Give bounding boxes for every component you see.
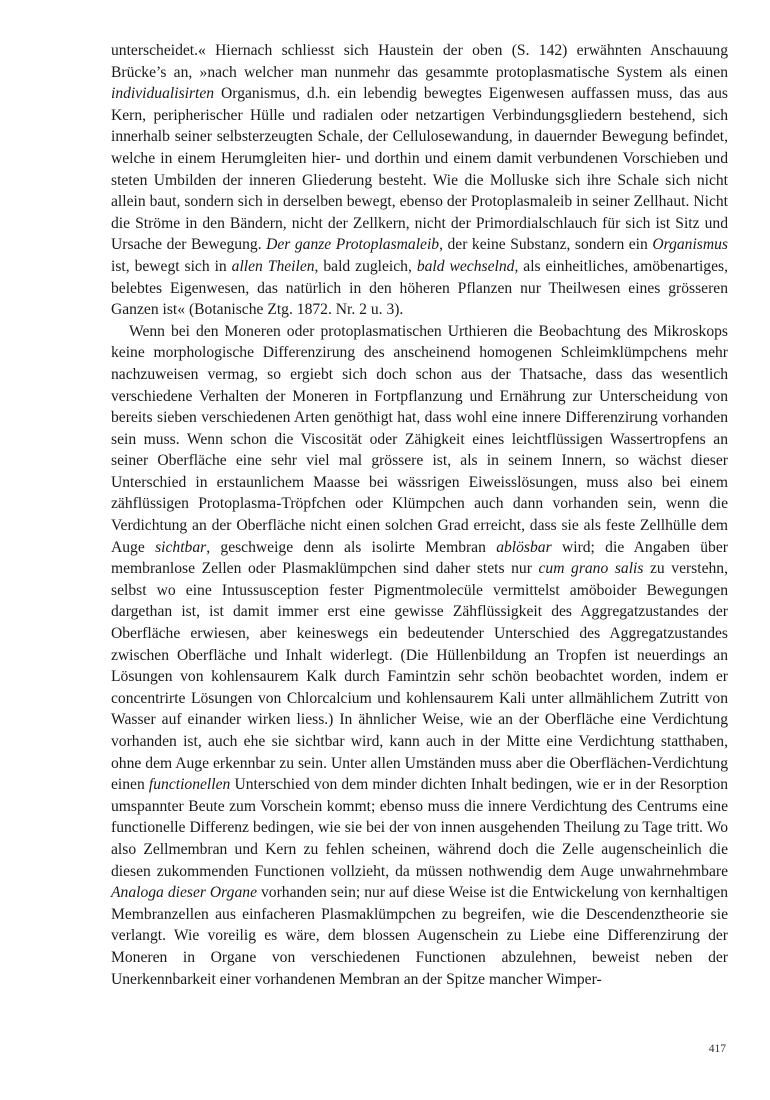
text-run: wird; die Angaben über membranlose Zellen oder Plasmaklümpchen sind daher stets nur	[111, 538, 728, 578]
text-run: Organismus, d.h. ein lebendig bewegtes Eigenwesen auffassen muss, das aus Kern, peripherischer Hülle und radialen oder netzartigen Verbindungsgliedern bestehend, sich innerhalb seiner selbsterzeugten Schale, der Cellulosewandung, in dauernder Bewegung befindet, welche in einem Herumgleiten hier- und dorthin und einem damit verbundenen Vorschieben und steten Umbilden der inneren Gliederung besteht. Wie die Molluske sich ihre Schale sich nicht allein baut, sondern sich in derselben bewegt, ebenso der Protoplasmaleib in seiner Zellhaut. Nicht die Ströme in den Bändern, nicht der Zellkern, nicht der Primordialschlauch für sich ist Sitz und Ursache der Bewegung.	[111, 85, 728, 254]
italic-text-run: Analoga dieser Organe	[111, 884, 257, 902]
paragraph-2	[111, 321, 728, 990]
italic-text-run: allen Theilen	[231, 257, 315, 275]
text-run: , der keine Substanz, sondern ein	[439, 236, 653, 254]
italic-text-run: sichtbar	[155, 538, 207, 556]
text-run: , bald zugleich,	[314, 257, 417, 275]
italic-text-run: ablösbar	[496, 538, 552, 556]
italic-text-run: cum grano salis	[538, 560, 644, 578]
text-run: unterscheidet.« Hiernach schliesst sich Haustein der oben (S. 142) erwähnten Anschauung Brücke’s an, »nach welcher man nunmehr das gesammte protoplasmatische System als einen	[111, 42, 728, 81]
italic-text-run: individualisirten	[111, 85, 215, 103]
text-run: vorhanden sein; nur auf diese Weise ist die Entwickelung von kernhaltigen Membranzellen aus einfacheren Plasmaklümpchen zu begreifen, wie die Descendenztheorie sie verlangt. Wie voreilig es wäre, dem blossen Augenschein zu Liebe eine Differenzirung der Moneren in Organe von verschiedenen Functionen abzulehnen, beweist neben der Unerkennbarkeit einer vorhandenen Membran an der Spitze mancher Wimper-	[111, 884, 729, 988]
page-number: 417	[708, 1043, 726, 1055]
text-run: Unterschied von dem minder dichten Inhalt bedingen, wie er in der Resorption umspannter Beute zum Vorschein kommt; ebenso muss die innere Verdichtung des Centrums eine functionelle Differenz bedingen, wie sie bei der von innen ausgehenden Theilung zu Tage tritt. Wo also Zellmembran und Kern zu fehlen scheinen, während doch die Zelle augenscheinlich die diesen zukommenden Functionen vollzieht, da müssen nothwendig dem Auge unwahrnehmbare	[111, 776, 729, 880]
italic-text-run: bald wechselnd	[416, 257, 515, 275]
text-run: zu verstehn, selbst wo eine Intussusception fester Pigmentmolecüle vermittelst amöboider Bewegungen dargethan ist, ist damit immer erst eine gewisse Zähflüssigkeit des Aggregatzustandes der Oberfläche erwiesen, aber keineswegs ein bedeutender Unterschied des Aggregatzustandes zwischen Oberfläche und Inhalt widerlegt. (Die Hüllenbildung an Tropfen ist neuerdings an Lösungen von kohlensaurem Kalk durch Famintzin sehr schön beobachtet worden, indem er concentrirte Lösungen von Chlorcalcium und kohlensaurem Kali unter allmählichem Zutritt von Wasser auf einander wirken liess.) In ähnlicher Weise, wie an der Oberfläche eine Verdichtung vorhanden ist, auch ehe sie sichtbar wird, kann auch in der Mitte eine Verdichtung statthaben, ohne dem Auge erkennbar zu sein. Unter allen Umständen muss aber die Oberflächen-Verdichtung einen	[111, 560, 728, 794]
paragraph-1	[111, 40, 728, 321]
italic-text-run: Der ganze Protoplasmaleib	[266, 236, 440, 254]
italic-text-run: functionellen	[148, 776, 231, 794]
page-body	[111, 40, 728, 990]
text-run: , als einheitliches, amöbenartiges, belebtes Eigenwesen, das natürlich in den höheren Pflanzen nur Theilwesen eines grösseren Ganzen ist« (Botanische Ztg. 1872. Nr. 2 u. 3).	[111, 257, 728, 319]
italic-text-run: Organismus	[652, 236, 728, 254]
text-run: , geschweige denn als isolirte Membran	[206, 538, 497, 556]
text-run: Wenn bei den Moneren oder protoplasmatischen Urthieren die Beobachtung des Mikroskops keine morphologische Differenzirung des anscheinend homogenen Schleimklümpchens mehr nachzuweisen vermag, so ergiebt sich doch schon aus der Thatsache, dass das wesentlich verschiedene Verhalten der Moneren in Fortpflanzung und Ernährung zur Unterscheidung von bereits sieben verschiedenen Arten genöthigt hat, dass wohl eine innere Differenzirung vorhanden sein muss. Wenn schon die Viscosität oder Zähigkeit eines leichtflüssigen Wassertropfens an seiner Oberfläche eine sehr viel mal grössere ist, als in seinem Innern, so wächst dieser Unterschied in erstaunlichem Maasse bei wässrigen Eiweisslösungen, muss also bei einem zähflüssigen Protoplasma-Tröpfchen oder Klümpchen auch dann vorhanden sein, wenn die Verdichtung an der Oberfläche nicht einen solchen Grad erreicht, dass sie als feste Zellhülle dem Auge	[111, 322, 728, 556]
text-run: ist, bewegt sich in	[111, 257, 232, 275]
